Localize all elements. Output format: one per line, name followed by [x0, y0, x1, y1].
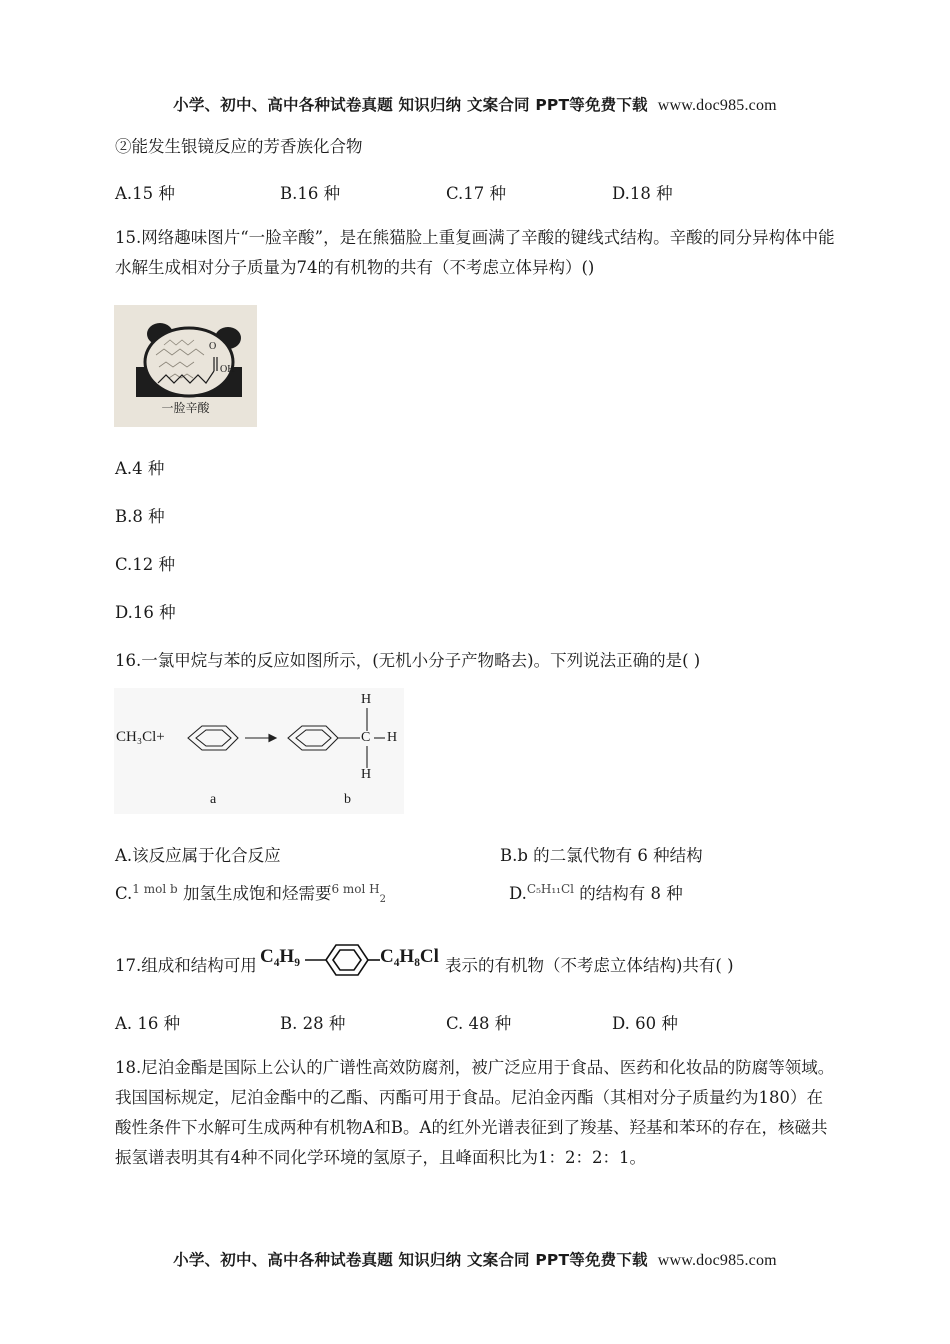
label-b: b: [344, 792, 351, 807]
page-header: [0, 93, 950, 115]
q16-option-d: [509, 880, 683, 904]
h-bottom: H: [361, 767, 372, 782]
q15-option-d: D.16 种: [115, 603, 176, 622]
q15-stem: 15.网络趣味图片“一脸辛酸”，是在熊猫脸上重复画满了辛酸的键线式结构。辛酸的同分异构体中能水解生成相对分子质量为74的有机物的共有（不考虑立体异构）(): [115, 228, 835, 277]
panda-image-caption: 一脸辛酸: [161, 401, 210, 415]
panda-image-oh: OH: [220, 364, 235, 375]
q15-option-a: A.4 种: [115, 459, 165, 478]
q17-structure: [260, 935, 440, 983]
q15-option-b: B.8 种: [115, 507, 165, 526]
page-footer: [0, 1248, 950, 1270]
c-center: C: [361, 730, 371, 745]
reactant-label: CH₃Cl+: [116, 729, 165, 745]
footer-url[interactable]: www.doc985.com: [657, 1252, 777, 1269]
q16-option-c: [115, 880, 386, 905]
q16-option-c-sub: 2: [379, 894, 386, 905]
header-text: 小学、初中、高中各种试卷真题 知识归纳 文案合同 PPT等免费下载: [173, 96, 648, 114]
q16-stem: 16.一氯甲烷与苯的反应如图所示，(无机小分子产物略去)。下列说法正确的是( ): [115, 651, 701, 670]
q15-option-c: C.12 种: [115, 555, 176, 574]
q16-option-c-mid: 加氢生成饱和烃需要: [182, 884, 332, 903]
q16-option-b: B.b 的二氯代物有 6 种结构: [500, 846, 703, 865]
footer-text: 小学、初中、高中各种试卷真题 知识归纳 文案合同 PPT等免费下载: [173, 1251, 648, 1269]
q14-option-a: A.15 种: [115, 184, 175, 203]
q17-left-group: C₄H₉: [260, 946, 300, 967]
q16-option-d-suffix: 的结构有 8 种: [579, 884, 683, 903]
panda-image: [114, 305, 257, 427]
q16-option-c-prefix: C.: [115, 884, 133, 903]
q16-option-d-formula: C₅H₁₁Cl: [526, 882, 574, 896]
h-top: H: [361, 692, 372, 707]
q18-text: 18.尼泊金酯是国际上公认的广谱性高效防腐剂，被广泛应用于食品、医药和化妆品的防腐等领域。我国国标规定，尼泊金酯中的乙酯、丙酯可用于食品。尼泊金丙酯（其相对分子质量约为180）在酸性条件下水解可生成两种有机物A和B。A的红外光谱表征到了羧基、羟基和苯环的存在，核磁共振氢谱表明其有4种不同化学环境的氢原子，且峰面积比为1：2：2：1。: [115, 1058, 835, 1167]
h-right: H: [387, 730, 398, 745]
q17-option-a: A. 16 种: [115, 1014, 181, 1033]
q14-option-b: B.16 种: [280, 184, 341, 203]
q16-option-c-mol2: 6 mol H: [331, 882, 380, 896]
panda-image-o: O: [209, 341, 217, 352]
q14-option-c: C.17 种: [446, 184, 507, 203]
q17-option-b: B. 28 种: [280, 1014, 346, 1033]
q14-condition: ②能发生银镜反应的芳香族化合物: [115, 137, 363, 156]
q16-option-c-mol1: 1 mol b: [132, 882, 178, 896]
q16-option-d-prefix: D.: [509, 884, 527, 903]
reaction-diagram: [114, 688, 404, 814]
q17-option-d: D. 60 种: [612, 1014, 678, 1033]
q17-option-c: C. 48 种: [446, 1014, 512, 1033]
q14-option-d: D.18 种: [612, 184, 673, 203]
header-url[interactable]: www.doc985.com: [657, 97, 777, 114]
q17-prefix: 17.组成和结构可用: [115, 956, 257, 975]
q17-right-group: C₄H₈Cl: [380, 946, 439, 967]
q17-suffix: 表示的有机物（不考虑立体结构)共有( ): [445, 956, 734, 975]
q16-option-a: A.该反应属于化合反应: [115, 846, 281, 865]
label-a: a: [210, 792, 217, 807]
